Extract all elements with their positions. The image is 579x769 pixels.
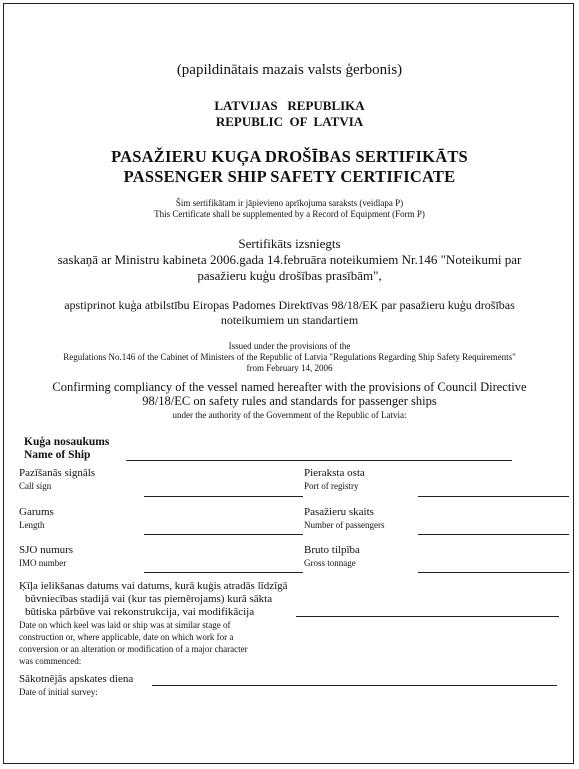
survey-label — [19, 673, 133, 698]
imo-field[interactable] — [144, 572, 303, 573]
imo-label — [19, 544, 73, 569]
ship-name-lv: Kuģa nosaukums — [24, 436, 110, 448]
title-lv: PASAŽIERU KUĢA DROŠĪBAS SERTIFIKĀTS — [111, 147, 468, 166]
authority-en: under the authority of the Government of the Republic of Latvia: — [172, 410, 407, 420]
passengers-lv: Pasažieru skaits — [304, 506, 374, 518]
survey-date-field[interactable] — [152, 685, 557, 686]
issued-en-line1: Issued under the provisions of the — [228, 341, 351, 351]
passengers-en: Number of passengers — [304, 520, 385, 530]
issued-lv-line1: Sertifikāts izsniegts — [238, 236, 341, 251]
port-lv: Pieraksta osta — [304, 467, 365, 479]
ship-name-label — [24, 436, 109, 462]
approve-lv-line2: noteikumiem un standartiem — [220, 313, 359, 327]
country-en: REPUBLIC OF LATVIA — [215, 114, 364, 129]
gross-label — [304, 544, 360, 569]
port-en: Port of registry — [304, 481, 359, 491]
certificate-title — [4, 147, 575, 187]
ship-name-en: Name of Ship — [24, 449, 91, 461]
supplement-lv: Šim sertifikātam ir jāpievieno aprīkojuma saraksts (veidlapa P) — [175, 198, 404, 208]
coat-of-arms-note: (papildinātais mazais valsts ģerbonis) — [176, 62, 403, 78]
call-sign-lv: Pazīšanās signāls — [19, 467, 96, 479]
confirm-en-line1: Confirming compliancy of the vessel named hereafter with the provisions of Council Directive — [52, 380, 527, 394]
keel-en2: construction or, where applicable, date on which work for a — [19, 632, 234, 642]
issued-en-line3: from February 14, 2006 — [246, 363, 333, 373]
keel-lv3: būtiska pārbūve vai rekonstrukcija, vai modifikācija — [25, 606, 255, 618]
length-label — [19, 506, 54, 531]
passengers-label — [304, 506, 384, 531]
length-field[interactable] — [144, 534, 303, 535]
gross-field[interactable] — [418, 572, 569, 573]
ship-name-field[interactable] — [126, 460, 512, 461]
imo-en: IMO number — [19, 558, 67, 568]
issued-lv-line3: pasažieru kuģu drošības prasībām", — [197, 268, 382, 283]
keel-label — [19, 580, 288, 667]
country-heading — [4, 98, 575, 130]
keel-en4: was commenced: — [19, 656, 82, 666]
keel-lv1: Ķīļa ielikšanas datums vai datums, kurā kuģis atradās līdzīgā — [19, 580, 288, 592]
keel-en1: Date on which keel was laid or ship was at similar stage of — [19, 620, 231, 630]
approve-lv — [4, 298, 575, 328]
port-field[interactable] — [418, 496, 569, 497]
approve-lv-line1: apstiprinot kuģa atbilstību Eiropas Padomes Direktīvas 98/18/EK par pasažieru kuģu drošības — [64, 298, 515, 312]
survey-lv: Sākotnējās apskates diena — [19, 673, 134, 685]
keel-en3: conversion or an alteration or modification of a major character — [19, 644, 248, 654]
call-sign-field[interactable] — [144, 496, 303, 497]
certificate-page — [3, 3, 574, 764]
issued-en — [4, 341, 575, 374]
length-en: Length — [19, 520, 45, 530]
survey-en: Date of initial survey: — [19, 687, 98, 697]
port-label — [304, 467, 365, 492]
keel-lv2: būvniecības stadijā vai (kur tas piemērojams) kurā sākta — [25, 593, 273, 605]
confirm-en — [4, 380, 575, 408]
issued-lv-line2: saskaņā ar Ministru kabineta 2006.gada 14.februāra noteikumiem Nr.146 "Noteikumi par — [57, 252, 522, 267]
supplement-note — [4, 198, 575, 220]
gross-en: Gross tonnage — [304, 558, 356, 568]
gross-lv: Bruto tilpība — [304, 544, 360, 556]
country-lv: LATVIJAS REPUBLIKA — [214, 98, 365, 113]
issued-en-line2: Regulations No.146 of the Cabinet of Ministers of the Republic of Latvia "Regulations Regarding Ship Safety Requirements" — [63, 352, 516, 362]
issued-lv — [4, 236, 575, 284]
supplement-en: This Certificate shall be supplemented by a Record of Equipment (Form P) — [154, 209, 425, 219]
passengers-field[interactable] — [418, 534, 569, 535]
imo-lv: SJO numurs — [19, 544, 74, 556]
keel-date-field[interactable] — [296, 616, 559, 617]
call-sign-en: Call sign — [19, 481, 52, 491]
title-en: PASSENGER SHIP SAFETY CERTIFICATE — [123, 167, 456, 186]
call-sign-label — [19, 467, 95, 492]
confirm-en-line2: 98/18/EC on safety rules and standards for passenger ships — [142, 394, 437, 408]
length-lv: Garums — [19, 506, 54, 518]
